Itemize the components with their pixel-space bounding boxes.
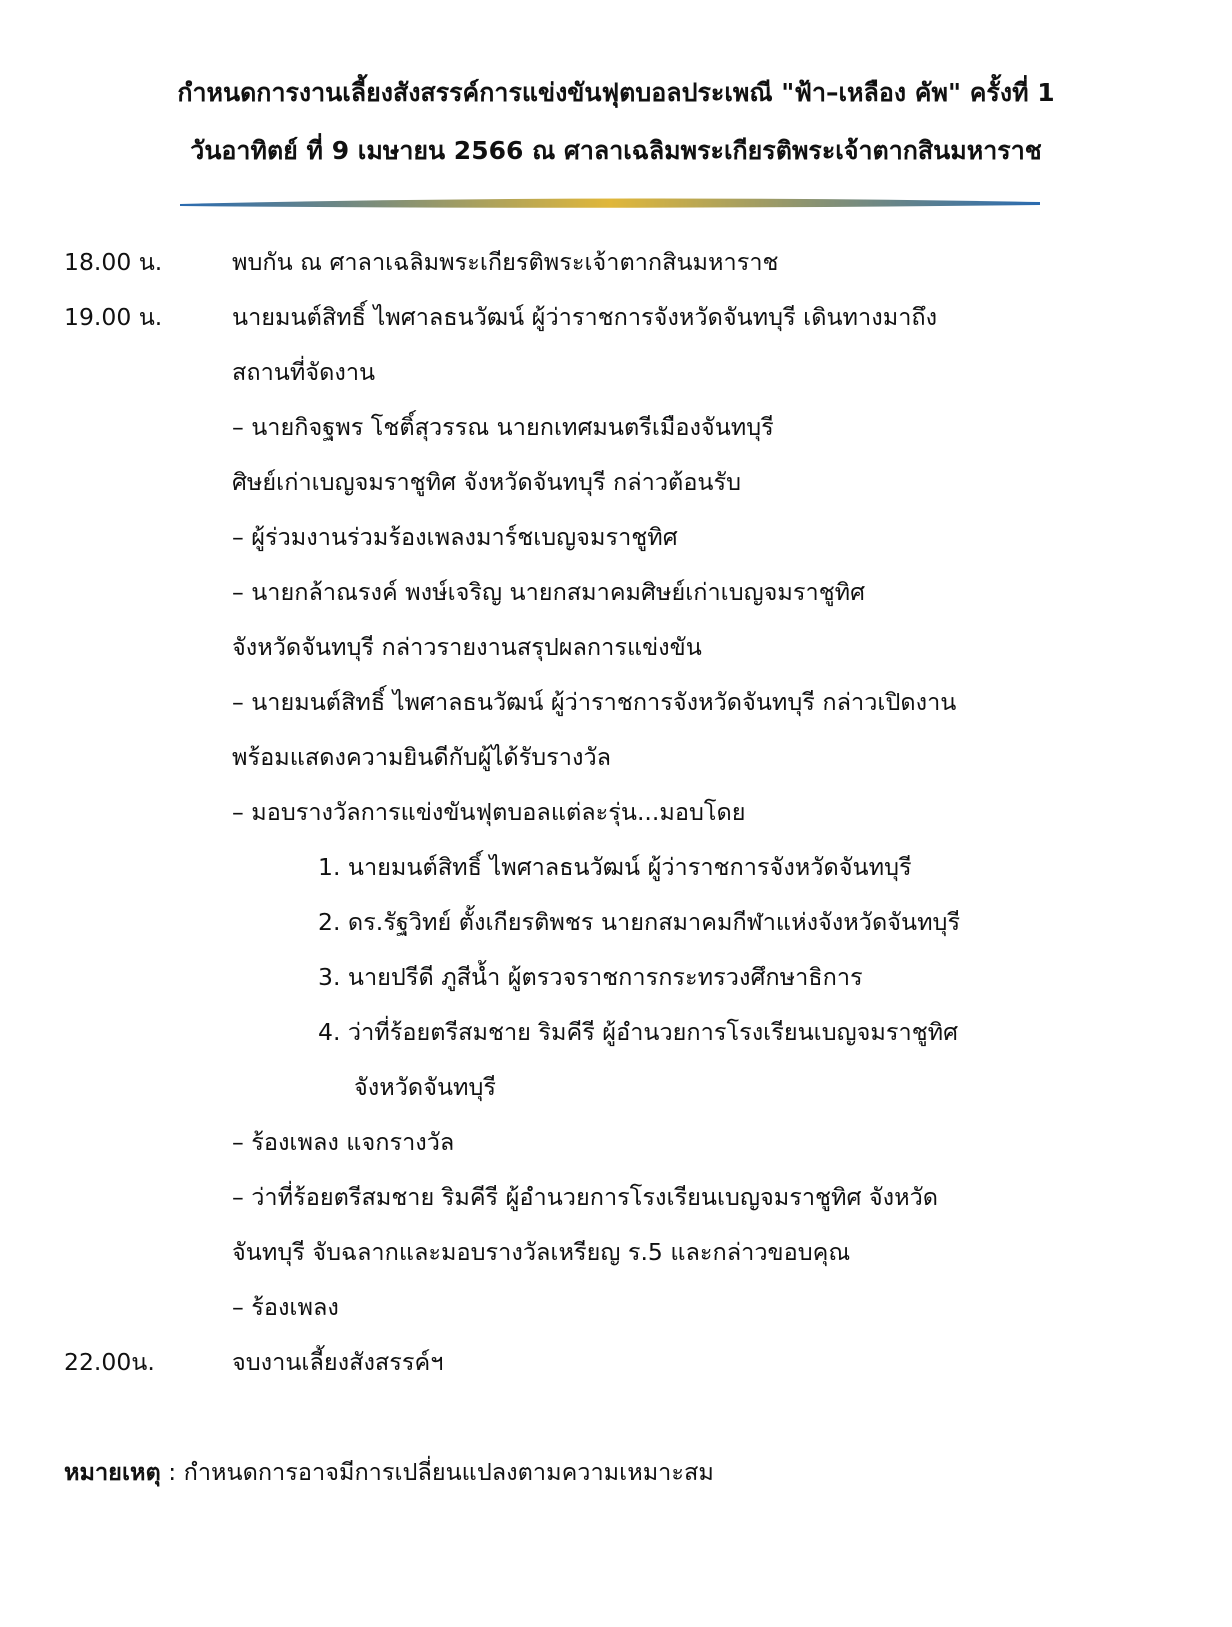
list-item-continuation: พร้อมแสดงความยินดีกับผู้ได้รับรางวัล [232,743,612,771]
schedule-text-1800: พบกัน ณ ศาลาเฉลิมพระเกียรติพระเจ้าตากสินมหาราช [232,248,779,276]
list-item: – นายกิจฐพร โชติ์สุวรรณ นายกเทศมนตรีเมืองจันทบุรี [232,413,774,441]
list-item: – มอบรางวัลการแข่งขันฟุตบอลแต่ละรุ่น...มอบโดย [232,798,746,826]
sub-list-item: 3. นายปรีดี ภูสีน้ำ ผู้ตรวจราชการกระทรวงศึกษาธิการ [318,963,863,991]
schedule-text-1900-line1: นายมนต์สิทธิ์ ไพศาลธนวัฒน์ ผู้ว่าราชการจังหวัดจันทบุรี เดินทางมาถึง [232,303,938,331]
footnote [64,1456,714,1488]
list-item: – ร้องเพลง แจกรางวัล [232,1128,455,1156]
sub-list-item-continuation: จังหวัดจันทบุรี [354,1073,497,1101]
schedule-time-2200: 22.00น. [64,1348,155,1376]
schedule-time-1800: 18.00 น. [64,248,163,276]
list-item: – นายกล้าณรงค์ พงษ์เจริญ นายกสมาคมศิษย์เก่าเบญจมราชูทิศ [232,578,866,606]
list-item: – ร้องเพลง [232,1293,339,1321]
list-item-continuation: ศิษย์เก่าเบญจมราชูทิศ จังหวัดจันทบุรี กล่าวต้อนรับ [232,468,742,496]
page-title-line-2: วันอาทิตย์ ที่ 9 เมษายน 2566 ณ ศาลาเฉลิมพระเกียรติพระเจ้าตากสินมหาราช [190,136,1042,165]
schedule-time-1900: 19.00 น. [64,303,163,331]
list-item: – นายมนต์สิทธิ์ ไพศาลธนวัฒน์ ผู้ว่าราชการจังหวัดจันทบุรี กล่าวเปิดงาน [232,688,957,716]
schedule-text-2200: จบงานเลี้ยงสังสรรค์ฯ [232,1348,444,1376]
sub-list-item: 4. ว่าที่ร้อยตรีสมชาย ริมคีรี ผู้อำนวยการโรงเรียนเบญจมราชูทิศ [318,1018,959,1046]
list-item: – ว่าที่ร้อยตรีสมชาย ริมคีรี ผู้อำนวยการโรงเรียนเบญจมราชูทิศ จังหวัด [232,1183,939,1211]
footnote-label: หมายเหตุ [64,1458,161,1486]
list-item-continuation: จันทบุรี จับฉลากและมอบรางวัลเหรียญ ร.5 และกล่าวขอบคุณ [232,1238,851,1266]
sub-list-item: 2. ดร.รัฐวิทย์ ตั้งเกียรติพชร นายกสมาคมกีฬาแห่งจังหวัดจันทบุรี [318,908,961,936]
decorative-divider [180,196,1040,210]
footnote-text: : กำหนดการอาจมีการเปลี่ยนแปลงตามความเหมาะสม [160,1458,714,1486]
sub-list-item: 1. นายมนต์สิทธิ์ ไพศาลธนวัฒน์ ผู้ว่าราชการจังหวัดจันทบุรี [318,853,912,881]
list-item: – ผู้ร่วมงานร่วมร้องเพลงมาร์ชเบญจมราชูทิศ [232,523,678,551]
list-item-continuation: จังหวัดจันทบุรี กล่าวรายงานสรุปผลการแข่งขัน [232,633,702,661]
page-title-line-1: กำหนดการงานเลี้ยงสังสรรค์การแข่งขันฟุตบอลประเพณี "ฟ้า–เหลือง คัพ" ครั้งที่ 1 [177,78,1055,107]
schedule-text-1900-line2: สถานที่จัดงาน [232,358,376,386]
